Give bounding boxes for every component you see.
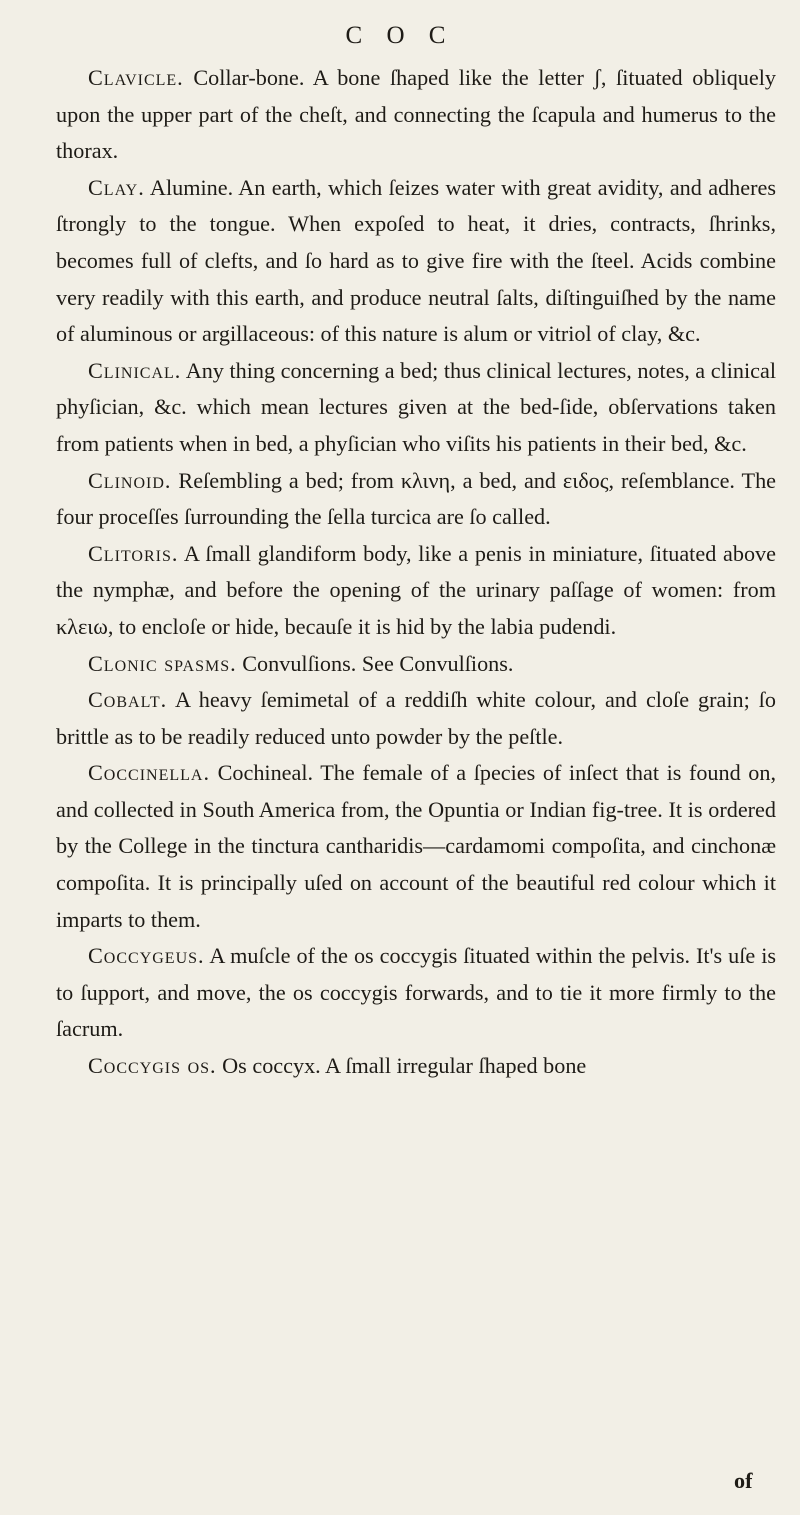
definition: Cochineal. The female of a ſpecies of inſect that is found on, and collected in South America from, the Opuntia or Indian fig-tree. It is ordered by the College in the tinctura cantharidis—cardamomi compoſita, and cinchonæ compoſita. It is principally uſed on account of the beautiful red colour which it imparts to them. xyxy=(56,760,777,932)
entry-clinical xyxy=(56,353,776,463)
headword: Clonic spasms. xyxy=(88,650,237,676)
entry-coccygis-os xyxy=(56,1048,776,1085)
definition: A heavy ſemimetal of a reddiſh white colour, and cloſe grain; ſo brittle as to be readily reduced unto powder by the peſtle. xyxy=(56,687,777,749)
definition: Reſembling a bed; from κλινη, a bed, and ειδος, reſemblance. The four proceſſes ſurrounding the ſella turcica are ſo called. xyxy=(56,467,777,530)
headword: Clinoid. xyxy=(88,467,172,493)
definition: Os coccyx. A ſmall irregular ſhaped bone xyxy=(222,1053,587,1079)
headword: Coccygis os. xyxy=(88,1053,217,1079)
definition: A muſcle of the os coccygis ſituated within the pelvis. It's uſe is to ſupport, and move, the os coccygis forwards, and to tie it more firmly to the ſacrum. xyxy=(56,943,776,1042)
entry-cobalt xyxy=(56,682,776,755)
headword: Clinical. xyxy=(88,357,182,383)
running-head: C O C xyxy=(345,22,455,49)
entry-clonic-spasms xyxy=(56,646,776,683)
definition: Convulſions. See Convulſions. xyxy=(242,650,514,676)
definition: Any thing concerning a bed; thus clinical lectures, notes, a clinical phyſician, &c. which mean lectures given at the bed-ſide, obſervations taken from patients when in bed, a phyſician who viſits his patients in their bed, &c. xyxy=(56,357,777,456)
entry-clitoris xyxy=(56,536,776,646)
definition: Collar-bone. A bone ſhaped like the letter ʃ, ſituated obliquely upon the upper part of the cheſt, and connecting the ſcapula and humerus to the thorax. xyxy=(56,65,777,164)
entry-coccygeus xyxy=(56,938,776,1048)
headword: Clay. xyxy=(88,174,145,200)
definition: A ſmall glandiform body, like a penis in miniature, ſituated above the nymphæ, and before the opening of the urinary paſſage of women: from κλειω, to encloſe or hide, becauſe it is hid by the labia pudendi. xyxy=(56,540,776,639)
entry-list xyxy=(56,60,776,1085)
definition: Alumine. An earth, which ſeizes water with great avidity, and adheres ſtrongly to the tongue. When expoſed to heat, it dries, contracts, ſhrinks, becomes full of clefts, and ſo hard as to give fire with the ſteel. Acids combine very readily with this earth, and produce neutral ſalts, diſtinguiſhed by the name of aluminous or argillaceous: of this nature is alum or vitriol of clay, &c. xyxy=(56,174,776,347)
entry-clavicle xyxy=(56,60,776,170)
headword: Cobalt. xyxy=(88,687,168,713)
entry-coccinella xyxy=(56,755,776,938)
entry-clinoid xyxy=(56,463,776,536)
headword: Coccygeus. xyxy=(88,943,205,969)
entry-clay xyxy=(56,170,776,353)
headword: Clitoris. xyxy=(88,540,179,566)
headword: Clavicle. xyxy=(88,65,184,90)
catchword: of xyxy=(734,1468,753,1493)
headword: Coccinella. xyxy=(88,760,211,786)
